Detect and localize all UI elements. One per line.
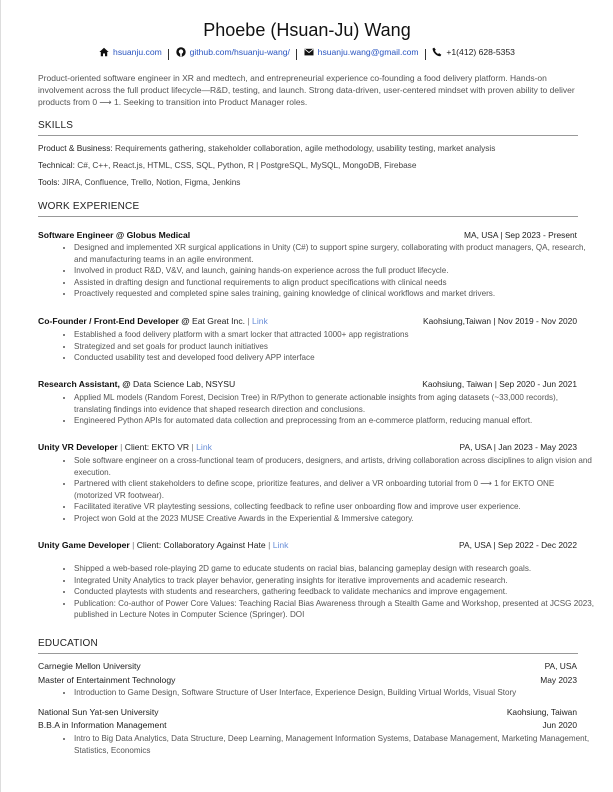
job-location-date: MA, USA | Sep 2023 - Present: [464, 230, 577, 240]
job-location-date: PA, USA | Sep 2022 - Dec 2022: [459, 540, 577, 550]
phone-number: +1(412) 628-5353: [432, 47, 515, 57]
school-location: PA, USA: [544, 661, 577, 671]
experience-heading: WORK EXPERIENCE: [38, 201, 140, 212]
pipe-separator: |: [132, 540, 137, 550]
skill-value: Requirements gathering, stakeholder collaboration, agile methodology, usability testing, market analysis: [112, 143, 496, 153]
contact-divider: [296, 49, 297, 60]
job-location-date: Kaohsiung, Taiwan | Sep 2020 - Jun 2021: [422, 379, 577, 389]
section-divider: [38, 653, 578, 654]
list-item: • Publication: Co-author of Power Core Values: Teaching Racial Bias Awareness through a Stealth Game and Workshop, presented at JCSG 2023, published in Lecture Notes in Computer Science (Springer). DOI: [74, 598, 594, 621]
list-item: • Shipped a web-based role-playing 2D game to educate students on racial bias, balancing gameplay design with research goals.: [74, 563, 594, 575]
job-org: Data Science Lab, NSYSU: [133, 379, 236, 389]
job-bullets: [61, 329, 594, 364]
job-bullets: [61, 392, 594, 427]
degree-line: [38, 720, 577, 730]
skill-label: Tools:: [38, 177, 60, 187]
school-location: Kaohsiung, Taiwan: [506, 707, 577, 717]
coursework-bullets: [61, 733, 594, 756]
pipe-separator: |: [191, 442, 197, 452]
job-link[interactable]: Link: [196, 442, 212, 452]
skill-label: Technical:: [38, 160, 75, 170]
list-item: • Introduction to Game Design, Software Structure of User Interface, Experience Design, Building Virtual Worlds, Visual Story: [74, 687, 594, 699]
list-item: • Project won Gold at the 2023 MUSE Creative Awards in the Experiential & Immersive category.: [74, 513, 594, 525]
job-title: Software Engineer @ Globus Medical: [38, 230, 191, 240]
list-item: • Strategized and set goals for product launch initiatives: [74, 341, 594, 353]
list-item: • Intro to Big Data Analytics, Data Structure, Deep Learning, Management Information Systems, Database Management, Marketing Management, Statistics, Economics: [74, 733, 594, 756]
skill-line: [38, 177, 583, 187]
list-item: • Proactively requested and completed spine sales training, gaining knowledge of clinical workflows and market drivers.: [74, 288, 594, 300]
list-item: • Established a food delivery platform with a smart locker that attracted 1000+ app registrations: [74, 329, 594, 341]
degree-line: [38, 675, 577, 685]
pipe-separator: |: [120, 442, 125, 452]
candidate-name: Phoebe (Hsuan-Ju) Wang: [203, 20, 411, 40]
skills-heading: SKILLS: [38, 120, 74, 131]
job-org: Eat Great Inc.: [192, 316, 246, 326]
job-link[interactable]: Link: [272, 540, 289, 550]
home-icon: [99, 47, 109, 57]
school-name: National Sun Yat-sen University: [38, 707, 159, 717]
envelope-icon: [304, 47, 314, 57]
job-bullets: [61, 563, 594, 621]
job-header: [38, 379, 577, 389]
list-item: • Designed and implemented XR surgical applications in Unity (C#) to support spine surgery, collaborating with product managers, QA, research, and manufacturing teams in an agile environment.: [74, 242, 594, 265]
job-org: Client: EKTO VR: [124, 442, 190, 452]
contact-bar: [1, 47, 613, 60]
list-item: • Conducted usability test and developed food delivery APP interface: [74, 352, 594, 364]
skill-value: JIRA, Confluence, Trello, Notion, Figma, Jenkins: [59, 177, 241, 187]
list-item: • Conducted playtests with students and researchers, gathering feedback to validate mechanics and improve engagement.: [74, 586, 594, 598]
degree-name: Master of Entertainment Technology: [38, 675, 176, 685]
list-item: • Applied ML models (Random Forest, Decision Tree) in R/Python to generate actionable insights from aging datasets (~33,000 records), translating findings into evidence that shaped research direction and conclusions.: [74, 392, 594, 415]
phone-icon: [432, 47, 442, 57]
degree-date: Jun 2020: [542, 720, 577, 730]
job-location-date: PA, USA | Jan 2023 - May 2023: [459, 442, 577, 452]
degree-date: May 2023: [540, 675, 577, 685]
coursework-bullets: [61, 687, 594, 699]
list-item: • Integrated Unity Analytics to track player behavior, generating insights for iterative improvements and academic research.: [74, 575, 594, 587]
section-divider: [38, 216, 578, 217]
skill-line: [38, 143, 583, 153]
job-header: [38, 442, 577, 452]
school-line: [38, 661, 577, 671]
job-location-date: Kaohsiung,Taiwan | Nov 2019 - Nov 2020: [423, 316, 577, 326]
list-item: • Engineered Python APIs for automated data collection and preprocessing from an e-commerce platform, reducing manual effort.: [74, 415, 594, 427]
degree-name: B.B.A in Information Management: [38, 720, 167, 730]
contact-divider: [168, 49, 169, 60]
job-bullets: [61, 242, 594, 300]
job-title: Unity VR Developer: [38, 442, 118, 452]
job-org: Client: Collaboratory Against Hate: [136, 540, 266, 550]
contact-divider: [425, 49, 426, 60]
email-link[interactable]: hsuanju.wang@gmail.com: [304, 47, 419, 57]
list-item: • Facilitated iterative VR playtesting sessions, collecting feedback to refine user onboarding flow and improve user experience.: [74, 501, 594, 513]
list-item: • Sole software engineer on a cross-functional team of producers, designers, and artists, driving collaboration across disciplines to align vision and execution.: [74, 455, 594, 478]
job-title: Unity Game Developer: [38, 540, 130, 550]
skill-line: [38, 160, 583, 170]
list-item: • Involved in product R&D, V&V, and launch, gaining hands-on experience across the full product lifecycle.: [74, 265, 594, 277]
list-item: • Assisted in drafting design and functional requirements to align product specifications with clinical needs: [74, 277, 594, 289]
list-item: • Partnered with client stakeholders to define scope, prioritize features, and deliver a VR onboarding tutorial from 0 ⟶ 1 for EKTO ONE (motorized VR footwear).: [74, 478, 594, 501]
school-line: [38, 707, 577, 717]
job-header: [38, 316, 577, 326]
section-divider: [38, 135, 578, 136]
skill-value: C#, C++, React.js, HTML, CSS, SQL, Python, R | PostgreSQL, MySQL, MongoDB, Firebase: [74, 160, 417, 170]
job-header: [38, 540, 577, 550]
job-header: [38, 230, 577, 240]
job-title: Co-Founder / Front-End Developer @: [38, 316, 192, 326]
job-bullets: [61, 455, 594, 524]
school-name: Carnegie Mellon University: [38, 661, 141, 671]
website-link[interactable]: hsuanju.com: [99, 47, 162, 57]
pipe-separator: |: [268, 540, 273, 550]
skill-label: Product & Business:: [38, 143, 113, 153]
job-link[interactable]: Link: [252, 316, 268, 326]
pipe-separator: |: [247, 316, 253, 326]
github-icon: [176, 47, 186, 57]
summary-paragraph: Product-oriented software engineer in XR and medtech, and entrepreneurial experience co-founding a food delivery platform. Hands-on involvement across the full product lifecycle—R&D, testing, and launch. Strong data-driven, user-centered mindset with proven ability to deliver products from 0 ⟶ 1. Seeking to transition into Product Manager roles.: [38, 73, 575, 107]
education-heading: EDUCATION: [38, 638, 98, 649]
github-link[interactable]: github.com/hsuanju-wang/: [176, 47, 290, 57]
job-title: Research Assistant, @: [38, 379, 133, 389]
